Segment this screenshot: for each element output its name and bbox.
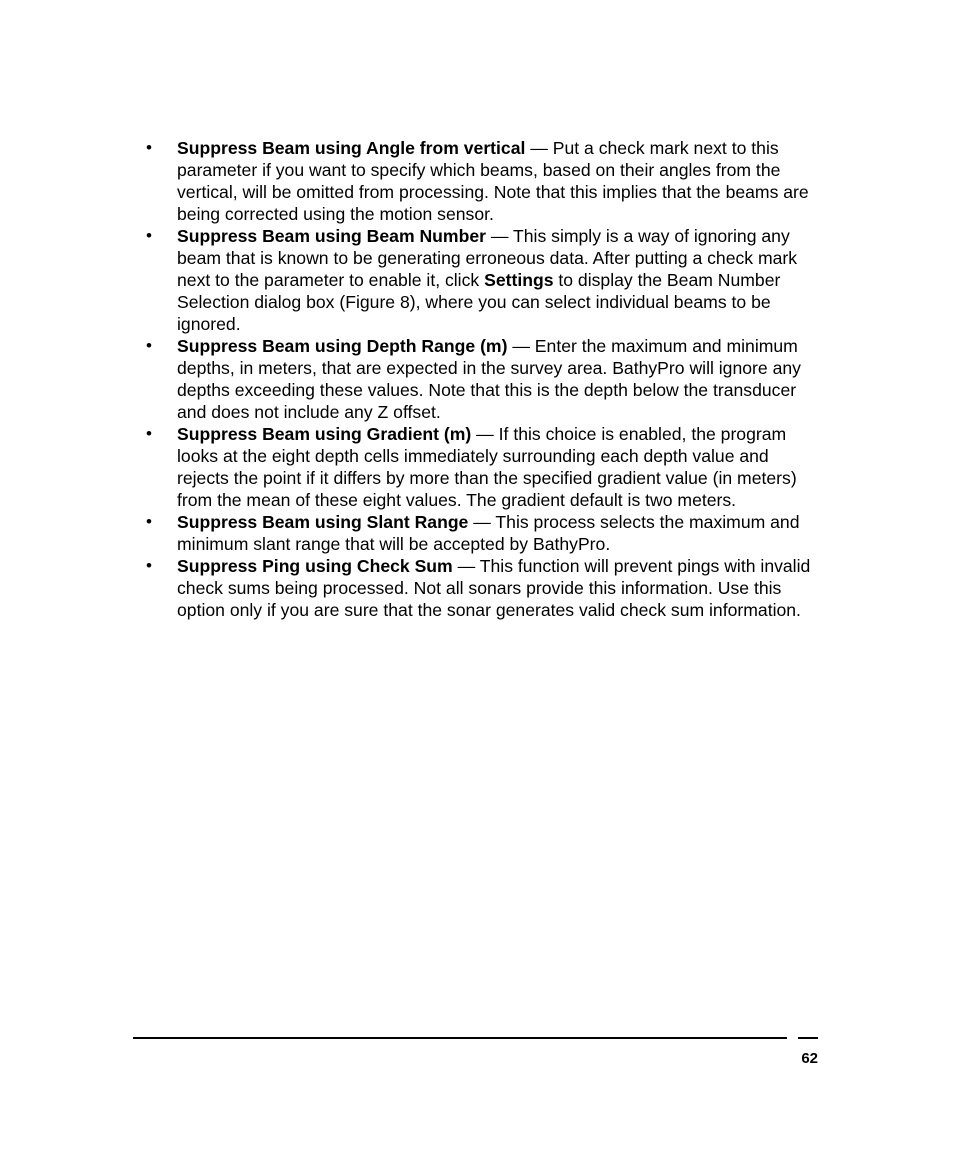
list-item xyxy=(142,423,822,511)
term-heading: Suppress Beam using Angle from vertical xyxy=(177,138,526,158)
bullet-icon: • xyxy=(146,138,152,157)
footer-divider xyxy=(133,1037,787,1039)
term-heading: Suppress Ping using Check Sum xyxy=(177,556,453,576)
term-heading: Suppress Beam using Depth Range (m) xyxy=(177,336,508,356)
document-body xyxy=(142,137,822,621)
term-description: — If this choice is enabled, the program looks at the eight depth cells immediately surrounding each depth value and rejects the point if it differs by more than the specified gradient value (in meters) from the mean of these eight values. The gradient default is two meters. xyxy=(177,424,797,510)
bullet-icon: • xyxy=(146,336,152,355)
term-heading: Suppress Beam using Gradient (m) xyxy=(177,424,472,444)
term-heading: Suppress Beam using Slant Range xyxy=(177,512,469,532)
term-description: — Put a check mark next to this parameter if you want to specify which beams, based on their angles from the vertical, will be omitted from processing. Note that this implies that the beams are being corrected using the motion sensor. xyxy=(177,138,809,224)
list-item xyxy=(142,555,822,621)
footer-page-rule xyxy=(798,1037,818,1039)
list-item xyxy=(142,225,822,335)
list-item xyxy=(142,511,822,555)
bullet-icon: • xyxy=(146,512,152,531)
term-heading: Suppress Beam using Beam Number xyxy=(177,226,486,246)
page-number: 62 xyxy=(801,1050,818,1067)
term-description: — This function will prevent pings with invalid check sums being processed. Not all sonars provide this information. Use this option only if you are sure that the sonar generates valid check sum information. xyxy=(177,556,811,620)
bullet-icon: • xyxy=(146,424,152,443)
settings-keyword: Settings xyxy=(484,270,554,290)
term-description: — This simply is a way of ignoring any beam that is known to be generating erroneous data. After putting a check mark next to the parameter to enable it, click xyxy=(177,226,798,290)
list-item xyxy=(142,137,822,225)
bullet-icon: • xyxy=(146,556,152,575)
list-item xyxy=(142,335,822,423)
bullet-icon: • xyxy=(146,226,152,245)
bullet-list xyxy=(142,137,822,621)
term-description: — This process selects the maximum and minimum slant range that will be accepted by BathyPro. xyxy=(177,512,800,554)
term-description: — Enter the maximum and minimum depths, in meters, that are expected in the survey area. BathyPro will ignore any depths exceeding these values. Note that this is the depth below the transducer and does not include any Z offset. xyxy=(177,336,801,422)
term-description-continued: to display the Beam Number Selection dialog box (Figure 8), where you can select individual beams to be ignored. xyxy=(177,270,781,334)
